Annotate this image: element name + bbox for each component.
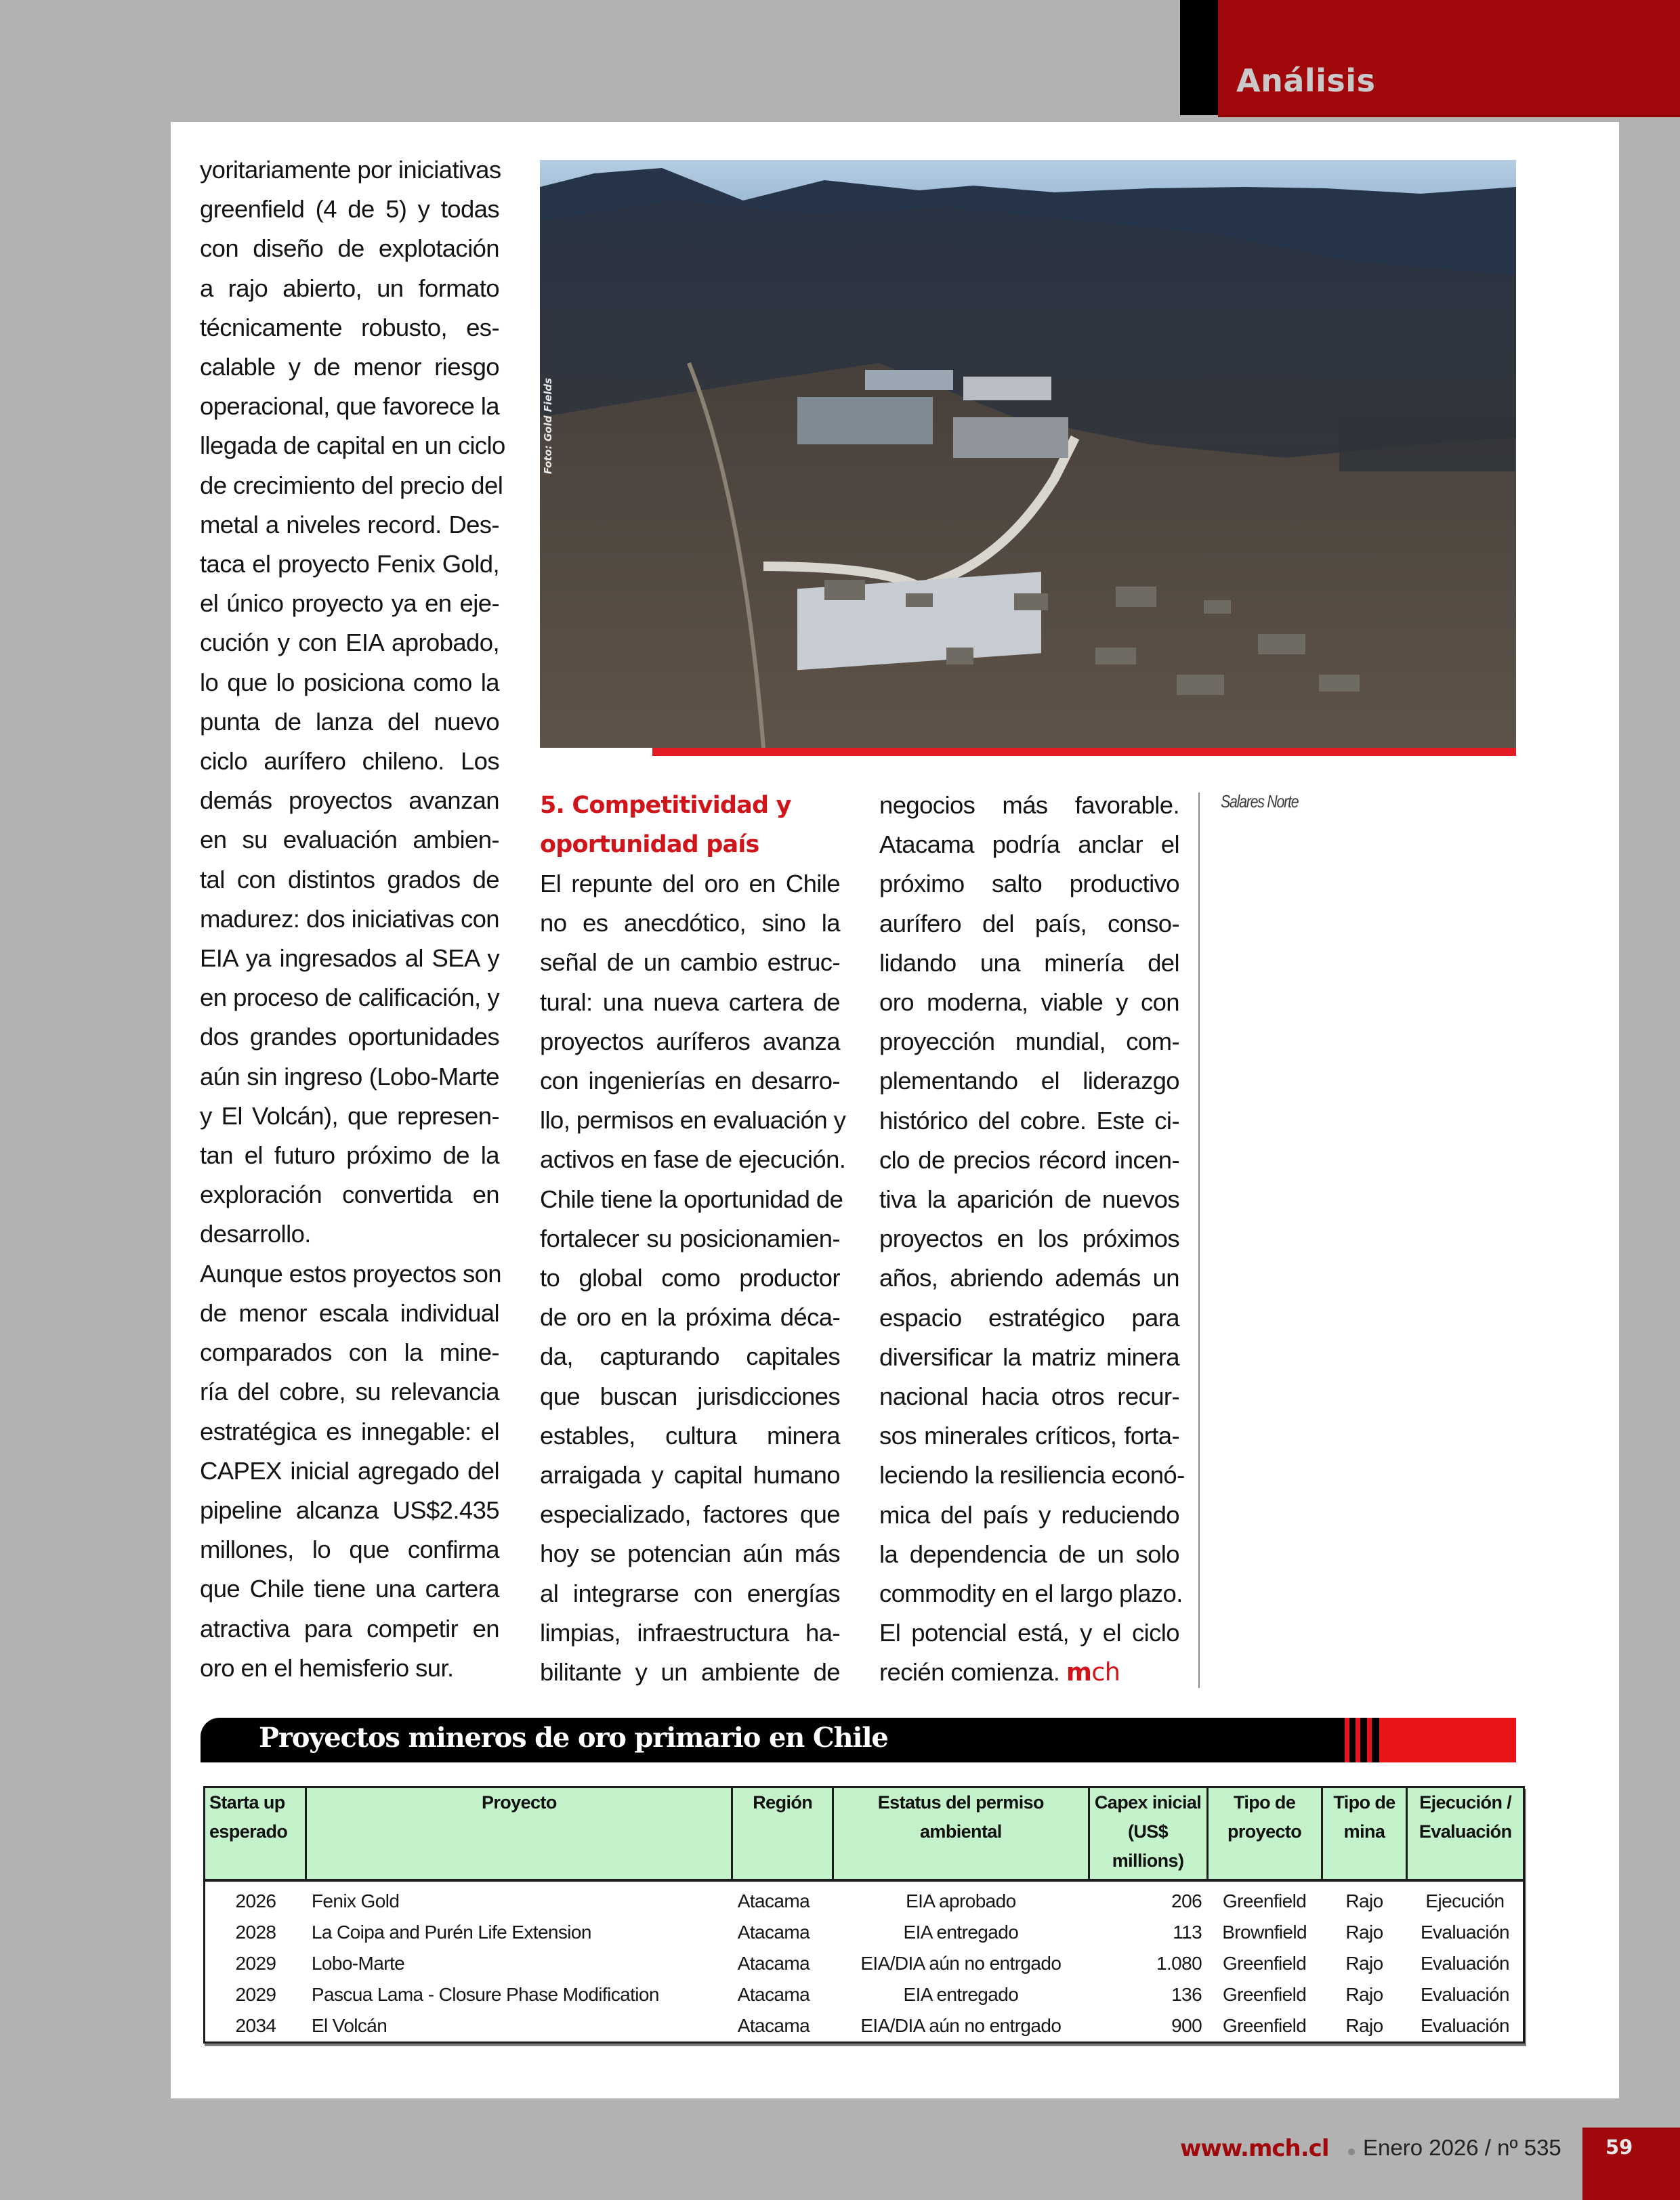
text-line: no es anecdótico, sino la <box>540 909 840 937</box>
text-line: pipeline alcanza US$2.435 <box>200 1496 499 1524</box>
cell-year: 2034 <box>235 2015 276 2036</box>
text-line: negocios más favorable. <box>879 791 1179 819</box>
text-line: demás proyectos avanzan <box>200 786 499 815</box>
table-row <box>205 1948 1523 1979</box>
text-line: bilitante y un ambiente de <box>540 1658 840 1687</box>
cell-capex: 900 <box>1171 2015 1202 2036</box>
text-line: hoy se potencian aún más <box>540 1540 840 1568</box>
text-line: llegada de capital en un ciclo <box>200 431 505 460</box>
text-line: técnicamente robusto, es- <box>200 313 499 341</box>
cell-status: EIA aprobado <box>906 1890 1016 1911</box>
text-line: la dependencia de un solo <box>879 1540 1179 1568</box>
cell-region: Atacama <box>737 1890 810 1911</box>
table-row <box>205 1917 1523 1948</box>
text-line: especializado, factores que <box>540 1500 840 1529</box>
text-line: arraigada y capital humano <box>540 1461 840 1489</box>
text-line: yoritariamente por iniciativas <box>200 156 501 184</box>
text-line: proyectos en los próximos <box>879 1225 1179 1253</box>
text-line: a rajo abierto, un formato <box>200 274 499 302</box>
aerial-landscape-illustration <box>540 160 1516 748</box>
text-line: tal con distintos grados de <box>200 865 499 893</box>
text-line: aurífero del país, conso- <box>879 909 1179 937</box>
banner-red-block <box>1379 1718 1516 1762</box>
section-body <box>540 864 846 1692</box>
text-line: que Chile tiene una cartera <box>200 1575 499 1603</box>
cell-stage: Evaluación <box>1420 1953 1509 1974</box>
text-line: que buscan jurisdicciones <box>540 1382 840 1410</box>
banner-stripe <box>1356 1718 1360 1762</box>
closing-text: recién comienza. <box>879 1658 1060 1687</box>
text-line: sos minerales críticos, forta- <box>879 1422 1179 1450</box>
cell-project-type: Greenfield <box>1223 1890 1307 1911</box>
cell-project-type: Greenfield <box>1223 1953 1307 1974</box>
text-line: oro moderna, viable y con <box>879 988 1179 1017</box>
text-line: próximo salto productivo <box>879 870 1179 898</box>
text-line: lo que lo posiciona como la <box>200 668 499 696</box>
article-column-1 <box>200 150 505 1688</box>
text-line: El repunte del oro en Chile <box>540 870 840 897</box>
text-line: con diseño de explotación <box>200 234 499 263</box>
text-line: señal de un cambio estruc- <box>540 948 840 977</box>
cell-capex: 113 <box>1173 1922 1202 1943</box>
text-line: cución y con EIA aprobado, <box>200 629 499 657</box>
cell-region: Atacama <box>737 1922 810 1943</box>
text-line: tiva la aparición de nuevos <box>879 1185 1179 1214</box>
section-heading-line: 5. Competitividad y <box>540 792 791 819</box>
table-row <box>205 1979 1523 2010</box>
text-line: en su evaluación ambien- <box>200 826 499 854</box>
text-line: millones, lo que confirma <box>200 1536 499 1564</box>
text-line: commodity en el largo plazo. <box>879 1580 1183 1608</box>
cell-stage: Evaluación <box>1420 1984 1509 2005</box>
text-line: EIA ya ingresados al SEA y <box>200 944 499 973</box>
text-line: mica del país y reduciendo <box>879 1500 1179 1529</box>
text-line: Atacama podría anclar el <box>879 830 1179 859</box>
text-line: fortalecer su posicionamien- <box>540 1224 840 1252</box>
text-line: desarrollo. <box>200 1220 311 1248</box>
text-line: tural: una nueva cartera de <box>540 988 840 1016</box>
closing-line <box>879 1653 1179 1692</box>
cell-capex: 136 <box>1171 1984 1202 2005</box>
table-row <box>205 1880 1523 1917</box>
cell-project-type: Greenfield <box>1223 1984 1307 2005</box>
cell-project: Fenix Gold <box>311 1890 400 1911</box>
text-line: leciendo la resiliencia econó- <box>879 1461 1185 1489</box>
cell-year: 2026 <box>235 1890 276 1911</box>
table-header-row <box>205 1788 1523 1880</box>
text-line: con ingenierías en desarro- <box>540 1067 840 1095</box>
cell-stage: Evaluación <box>1420 2015 1509 2036</box>
header-black-strip <box>1180 0 1218 115</box>
cell-status: EIA/DIA aún no entrgado <box>860 2015 1062 2036</box>
text-line: en proceso de calificación, y <box>200 983 499 1012</box>
text-line: histórico del cobre. Este ci- <box>879 1106 1179 1135</box>
text-line: limpias, infraestructura ha- <box>540 1618 840 1647</box>
cell-region: Atacama <box>737 1984 810 2005</box>
cell-status: EIA/DIA aún no entrgado <box>860 1953 1062 1974</box>
cell-stage: Ejecución <box>1425 1890 1505 1911</box>
text-line: al integrarse con energías <box>540 1579 840 1607</box>
cell-project: Lobo-Marte <box>311 1953 405 1974</box>
text-line: dos grandes oportunidades <box>200 1023 499 1051</box>
cell-status: EIA entregado <box>903 1922 1019 1943</box>
text-line: diversificar la matriz minera <box>879 1342 1179 1371</box>
projects-table <box>203 1786 1525 2044</box>
section-heading-line: oportunidad país <box>540 831 759 858</box>
text-line: años, abriendo además un <box>879 1264 1179 1292</box>
mch-end-mark: mch <box>1066 1657 1120 1687</box>
footer-website[interactable]: www.mch.cl <box>1180 2135 1329 2162</box>
cell-project-type: Brownfield <box>1222 1922 1307 1943</box>
text-line: tan el futuro próximo de la <box>200 1141 499 1170</box>
banner-stripe <box>1367 1718 1372 1762</box>
cell-year: 2028 <box>235 1922 276 1943</box>
col-header-project-type: Tipo de proyecto <box>1207 1788 1322 1880</box>
banner-stripe <box>1345 1718 1349 1762</box>
text-line: estratégica es innegable: el <box>200 1417 499 1445</box>
cell-region: Atacama <box>737 1953 810 1974</box>
photo-accent-bar <box>652 748 1516 756</box>
cell-project-type: Greenfield <box>1223 2015 1307 2036</box>
photo-caption: Salares Norte <box>1221 791 1299 811</box>
cell-mine-type: Rajo <box>1345 1922 1383 1943</box>
text-line: proyección mundial, com- <box>879 1028 1179 1056</box>
cell-capex: 206 <box>1171 1890 1202 1911</box>
text-line: lidando una minería del <box>879 948 1179 977</box>
col-header-capex: Capex inicial (US$ millions) <box>1089 1788 1207 1880</box>
text-line: operacional, que favorece la <box>200 392 499 421</box>
text-line: CAPEX inicial agregado del <box>200 1456 499 1485</box>
text-line: plementando el liderazgo <box>879 1067 1179 1095</box>
text-line: to global como productor <box>540 1264 840 1292</box>
article-column-2 <box>540 786 846 1692</box>
cell-mine-type: Rajo <box>1345 2015 1383 2036</box>
text-line: y El Volcán), que represen- <box>200 1101 499 1130</box>
text-line: espacio estratégico para <box>879 1303 1179 1332</box>
text-line: activos en fase de ejecución. <box>540 1145 846 1174</box>
cell-project: La Coipa and Purén Life Extension <box>311 1922 591 1943</box>
text-line: de oro en la próxima déca- <box>540 1303 840 1332</box>
text-line: clo de precios récord incen- <box>879 1145 1179 1174</box>
footer-issue-info: Enero 2026 / nº 535 <box>1363 2135 1561 2160</box>
text-line: greenfield (4 de 5) y todas <box>200 195 499 224</box>
cell-capex: 1.080 <box>1156 1953 1202 1974</box>
cell-region: Atacama <box>737 2015 810 2036</box>
text-line: exploración convertida en <box>200 1181 499 1209</box>
col-header-stage: Ejecución / Evaluación <box>1407 1788 1523 1880</box>
text-line: comparados con la mine- <box>200 1338 499 1367</box>
text-line: ría del cobre, su relevancia <box>200 1378 499 1406</box>
text-line: Aunque estos proyectos son <box>200 1259 501 1288</box>
text-line: de crecimiento del precio del <box>200 471 503 499</box>
text-line: de menor escala individual <box>200 1298 499 1327</box>
cell-mine-type: Rajo <box>1345 1953 1383 1974</box>
article-column-3 <box>879 786 1185 1693</box>
cell-year: 2029 <box>235 1953 276 1974</box>
text-line: Chile tiene la oportunidad de <box>540 1185 843 1213</box>
col-header-region: Región <box>732 1788 833 1880</box>
cell-mine-type: Rajo <box>1345 1984 1383 2005</box>
text-line: El potencial está, y el ciclo <box>879 1619 1179 1647</box>
col-header-mine-type: Tipo de mina <box>1322 1788 1407 1880</box>
cell-status: EIA entregado <box>903 1984 1019 2005</box>
cell-stage: Evaluación <box>1420 1922 1509 1943</box>
cell-mine-type: Rajo <box>1345 1890 1383 1911</box>
text-line: aún sin ingreso (Lobo-Marte <box>200 1062 499 1091</box>
page-number: 59 <box>1605 2136 1633 2159</box>
text-line: taca el proyecto Fenix Gold, <box>200 550 499 578</box>
table-body <box>205 1880 1523 2042</box>
text-line: punta de lanza del nuevo <box>200 707 499 736</box>
text-line: proyectos auríferos avanza <box>540 1027 840 1055</box>
col-header-project: Proyecto <box>306 1788 732 1880</box>
col-header-permit-status: Estatus del permiso ambiental <box>833 1788 1089 1880</box>
header-red-band <box>1218 0 1680 117</box>
text-line: calable y de menor riesgo <box>200 353 499 381</box>
section-heading <box>540 786 840 864</box>
section-body-continued <box>879 786 1185 1653</box>
text-line: ciclo aurífero chileno. Los <box>200 747 499 776</box>
col-header-startup: Starta up esperado <box>205 1788 306 1880</box>
text-line: estables, cultura minera <box>540 1421 840 1450</box>
cell-project: El Volcán <box>311 2015 387 2036</box>
text-line: metal a niveles record. Des- <box>200 510 499 538</box>
mine-site-photo <box>540 160 1516 748</box>
cell-year: 2029 <box>235 1984 276 2005</box>
table-row <box>205 2010 1523 2042</box>
text-line: el único proyecto ya en eje- <box>200 589 499 618</box>
text-line: da, capturando capitales <box>540 1342 840 1371</box>
text-line: atractiva para competir en <box>200 1614 499 1643</box>
photo-credit: Foto: Gold Fields <box>542 377 554 474</box>
text-line: madurez: dos iniciativas con <box>200 904 499 933</box>
text-line: llo, permisos en evaluación y <box>540 1106 846 1135</box>
text-line: nacional hacia otros recur- <box>879 1382 1179 1411</box>
cell-project: Pascua Lama - Closure Phase Modification <box>311 1984 659 2005</box>
text-line: oro en el hemisferio sur. <box>200 1653 454 1682</box>
column-divider <box>1198 792 1200 1688</box>
table-title: Proyectos mineros de oro primario en Chile <box>259 1722 888 1754</box>
section-title: Análisis <box>1236 62 1376 99</box>
bullet-separator <box>1348 2149 1355 2155</box>
